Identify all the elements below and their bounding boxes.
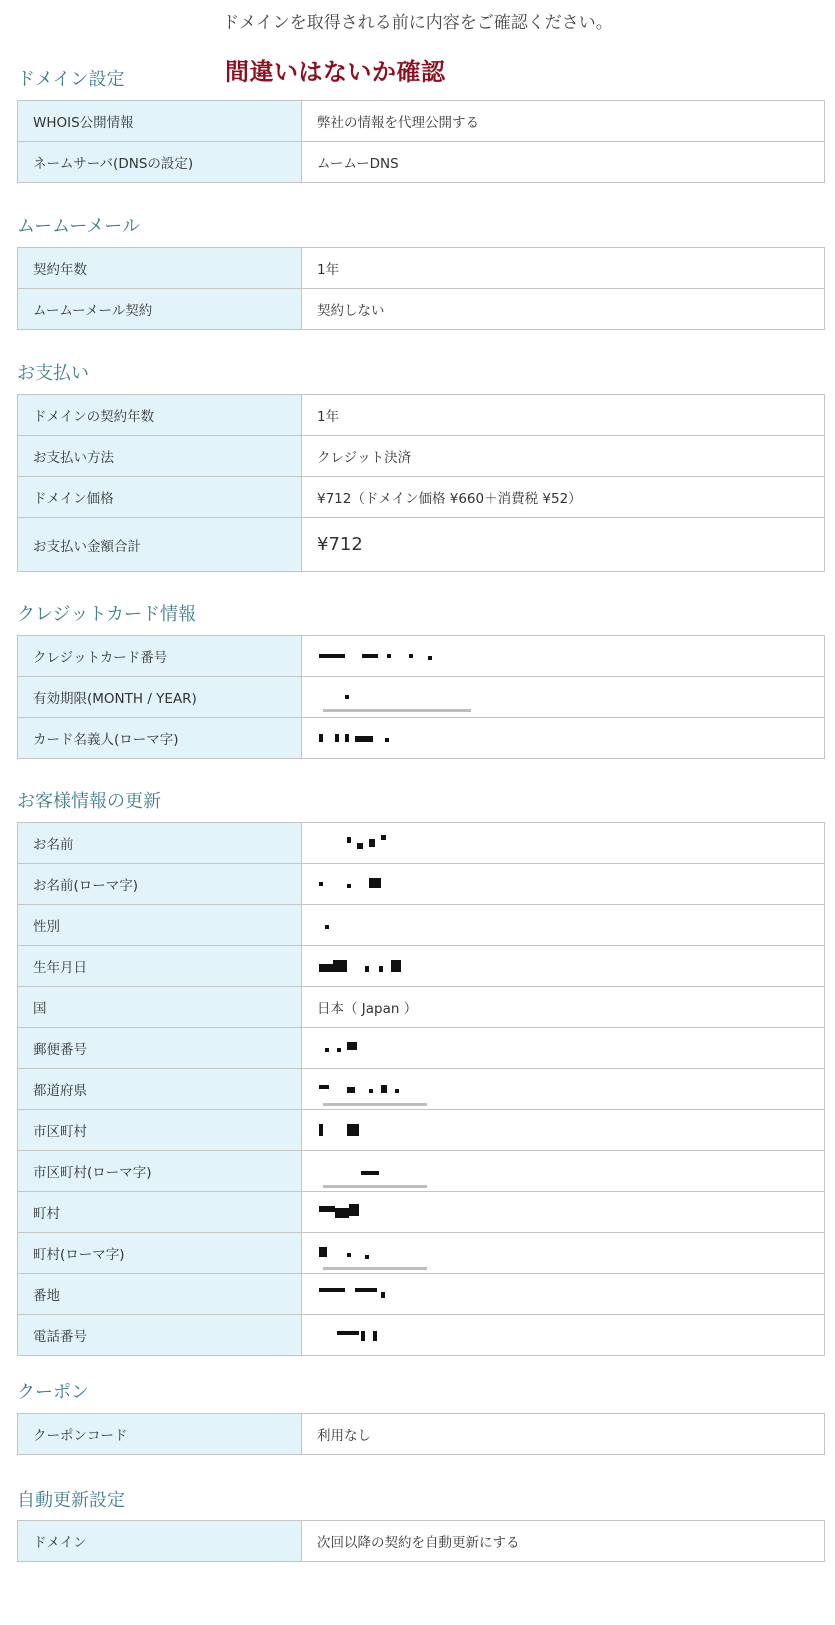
table-row: [18, 1110, 825, 1151]
domain-settings-table: [17, 100, 825, 183]
redacted-value: [302, 677, 825, 718]
row-value: 1年: [302, 395, 825, 436]
table-row: [18, 1151, 825, 1192]
row-label: お名前: [18, 823, 302, 864]
table-row: [18, 142, 825, 183]
row-label: お支払い方法: [18, 436, 302, 477]
row-value: ¥712（ドメイン価格 ¥660＋消費税 ¥52）: [302, 477, 825, 518]
row-label: 番地: [18, 1274, 302, 1315]
redacted-value: [302, 636, 825, 677]
table-row: [18, 987, 825, 1028]
coupon-table: [17, 1413, 825, 1455]
table-row: [18, 395, 825, 436]
redacted-value: [302, 1315, 825, 1356]
row-label: 契約年数: [18, 248, 302, 289]
row-label: 都道府県: [18, 1069, 302, 1110]
section-title-card: クレジットカード情報: [17, 604, 197, 625]
redacted-value: [302, 1274, 825, 1315]
table-row: [18, 518, 825, 572]
section-title-autorenew: 自動更新設定: [17, 1490, 125, 1511]
redacted-value: [302, 1233, 825, 1274]
table-row: [18, 1233, 825, 1274]
redacted-value: [302, 1151, 825, 1192]
row-value: 1年: [302, 248, 825, 289]
row-label: 市区町村(ローマ字): [18, 1151, 302, 1192]
table-row: [18, 1521, 825, 1562]
table-row: [18, 905, 825, 946]
table-row: [18, 864, 825, 905]
row-label: クレジットカード番号: [18, 636, 302, 677]
row-label: 町村: [18, 1192, 302, 1233]
redacted-value: [302, 1192, 825, 1233]
table-row: [18, 677, 825, 718]
row-label: WHOIS公開情報: [18, 101, 302, 142]
section-title-mail: ムームーメール: [17, 216, 140, 237]
mail-table: [17, 247, 825, 330]
table-row: [18, 1192, 825, 1233]
section-title-payment: お支払い: [17, 363, 89, 384]
table-row: [18, 436, 825, 477]
row-label: ネームサーバ(DNSの設定): [18, 142, 302, 183]
row-label: 市区町村: [18, 1110, 302, 1151]
row-value: 弊社の情報を代理公開する: [302, 101, 825, 142]
table-row: [18, 1028, 825, 1069]
row-value: クレジット決済: [302, 436, 825, 477]
row-value: 利用なし: [302, 1414, 825, 1455]
row-label: お支払い金額合計: [18, 518, 302, 572]
redacted-value: [302, 1110, 825, 1151]
customer-table: [17, 822, 825, 1356]
table-row: [18, 289, 825, 330]
table-row: [18, 946, 825, 987]
row-label: 郵便番号: [18, 1028, 302, 1069]
payment-table: [17, 394, 825, 572]
redacted-value: [302, 905, 825, 946]
redacted-value: [302, 1069, 825, 1110]
row-value: ムームーDNS: [302, 142, 825, 183]
section-title-domain: ドメイン設定: [17, 69, 125, 90]
table-row: [18, 1414, 825, 1455]
check-callout: 間違いはないか確認: [225, 58, 446, 86]
table-row: [18, 1069, 825, 1110]
table-row: [18, 101, 825, 142]
row-label: クーポンコード: [18, 1414, 302, 1455]
row-label: 生年月日: [18, 946, 302, 987]
redacted-value: [302, 946, 825, 987]
table-row: [18, 718, 825, 759]
row-value: 次回以降の契約を自動更新にする: [302, 1521, 825, 1562]
redacted-value: [302, 1028, 825, 1069]
section-title-customer: お客様情報の更新: [17, 791, 161, 812]
row-label: ムームーメール契約: [18, 289, 302, 330]
row-value: 日本（ Japan ）: [302, 987, 825, 1028]
row-label: 町村(ローマ字): [18, 1233, 302, 1274]
confirm-intro-text: ドメインを取得される前に内容をご確認ください。: [222, 13, 613, 33]
row-label: ドメイン価格: [18, 477, 302, 518]
row-label: 性別: [18, 905, 302, 946]
payment-total-value: ¥712: [302, 518, 825, 572]
table-row: [18, 823, 825, 864]
row-label: 電話番号: [18, 1315, 302, 1356]
row-label: ドメインの契約年数: [18, 395, 302, 436]
redacted-value: [302, 864, 825, 905]
row-label: ドメイン: [18, 1521, 302, 1562]
table-row: [18, 1274, 825, 1315]
section-title-coupon: クーポン: [17, 1382, 89, 1403]
row-label: カード名義人(ローマ字): [18, 718, 302, 759]
autorenew-table: [17, 1520, 825, 1562]
row-value: 契約しない: [302, 289, 825, 330]
card-table: [17, 635, 825, 759]
redacted-value: [302, 718, 825, 759]
redacted-value: [302, 823, 825, 864]
table-row: [18, 636, 825, 677]
table-row: [18, 477, 825, 518]
row-label: 国: [18, 987, 302, 1028]
row-label: お名前(ローマ字): [18, 864, 302, 905]
table-row: [18, 1315, 825, 1356]
table-row: [18, 248, 825, 289]
row-label: 有効期限(MONTH / YEAR): [18, 677, 302, 718]
